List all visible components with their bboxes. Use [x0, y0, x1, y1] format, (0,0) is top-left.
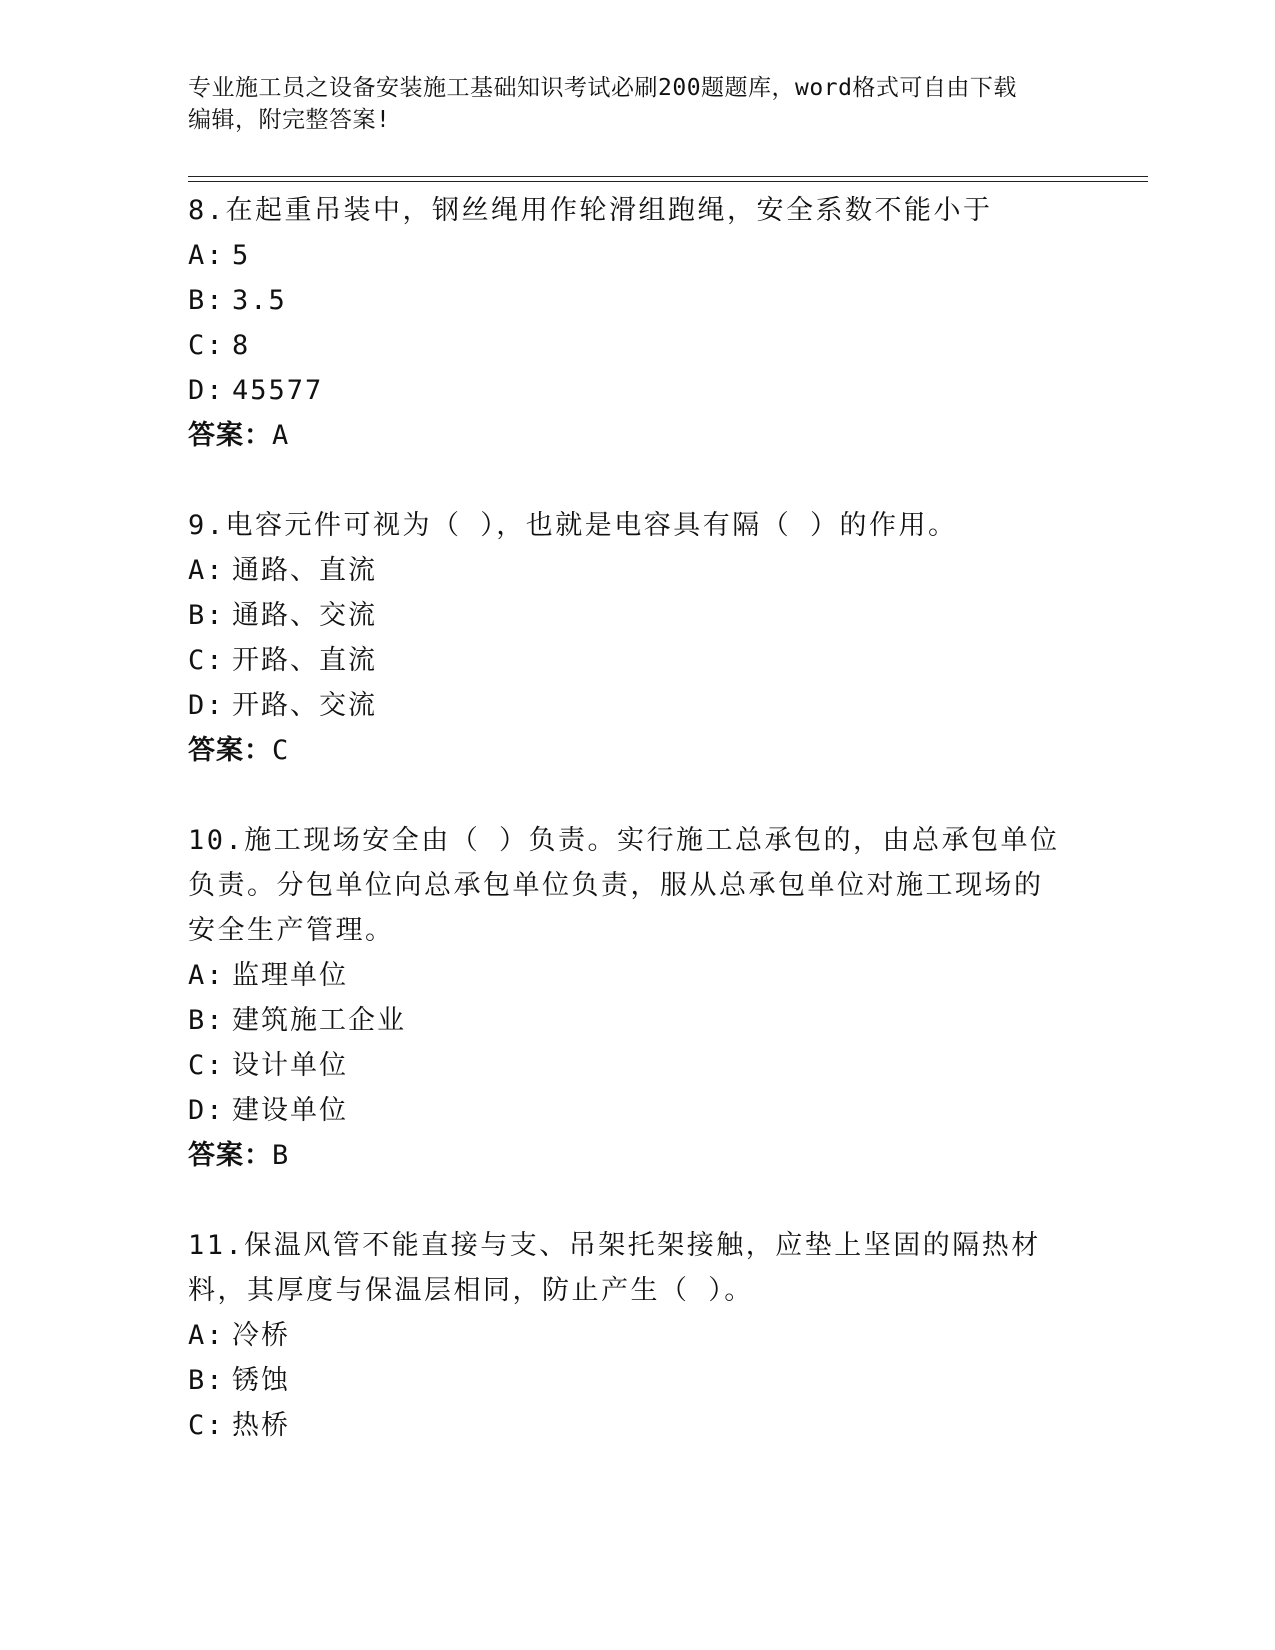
question-11	[188, 1223, 1068, 1448]
option-a	[188, 548, 1068, 593]
option-text: 8	[232, 330, 251, 361]
option-letter: B:	[188, 600, 225, 631]
option-letter: A:	[188, 960, 225, 991]
option-letter: A:	[188, 555, 225, 586]
option-b	[188, 1358, 1068, 1403]
answer-value: B	[272, 1140, 290, 1171]
option-letter: B:	[188, 1005, 225, 1036]
option-c	[188, 1403, 1068, 1448]
answer-label: 答案：	[188, 420, 272, 451]
answer-line	[188, 1133, 1068, 1178]
option-text: 45577	[232, 375, 324, 406]
option-text: 热桥	[232, 1410, 290, 1441]
option-d	[188, 1088, 1068, 1133]
option-text: 开路、交流	[232, 690, 377, 721]
option-letter: C:	[188, 1410, 225, 1441]
option-letter: C:	[188, 1050, 225, 1081]
option-letter: C:	[188, 645, 225, 676]
answer-label: 答案：	[188, 735, 272, 766]
option-a	[188, 953, 1068, 998]
question-9	[188, 503, 1068, 773]
option-text: 建设单位	[232, 1095, 348, 1126]
option-text: 建筑施工企业	[232, 1005, 406, 1036]
question-10	[188, 818, 1068, 1178]
question-text: 10.施工现场安全由（ ）负责。实行施工总承包的，由总承包单位负责。分包单位向总承包单位负责，服从总承包单位对施工现场的安全生产管理。	[188, 825, 1060, 946]
option-letter: C:	[188, 330, 225, 361]
answer-label: 答案：	[188, 1140, 272, 1171]
answer-line	[188, 413, 1068, 458]
answer-value: A	[272, 420, 290, 451]
option-text: 冷桥	[232, 1320, 290, 1351]
option-a	[188, 1313, 1068, 1358]
option-c	[188, 638, 1068, 683]
option-b	[188, 593, 1068, 638]
option-text: 开路、直流	[232, 645, 377, 676]
option-b	[188, 998, 1068, 1043]
option-letter: B:	[188, 1365, 225, 1396]
option-text: 锈蚀	[232, 1365, 290, 1396]
document-header	[188, 72, 1068, 136]
option-c	[188, 323, 1068, 368]
option-text: 3.5	[232, 285, 287, 316]
option-text: 通路、直流	[232, 555, 377, 586]
option-letter: D:	[188, 690, 225, 721]
option-letter: A:	[188, 1320, 225, 1351]
question-8	[188, 188, 1068, 458]
option-letter: B:	[188, 285, 225, 316]
question-text: 8.在起重吊装中，钢丝绳用作轮滑组跑绳，安全系数不能小于	[188, 195, 993, 226]
question-list	[188, 188, 1068, 1493]
option-letter: D:	[188, 375, 225, 406]
option-c	[188, 1043, 1068, 1088]
header-title-line2: 编辑，附完整答案!	[188, 107, 391, 133]
option-b	[188, 278, 1068, 323]
answer-line	[188, 728, 1068, 773]
question-text: 9.电容元件可视为（ ），也就是电容具有隔（ ）的作用。	[188, 510, 958, 541]
option-text: 设计单位	[232, 1050, 348, 1081]
header-title-line1: 专业施工员之设备安装施工基础知识考试必刷200题题库，word格式可自由下载	[188, 75, 1017, 101]
option-text: 通路、交流	[232, 600, 377, 631]
question-text: 11.保温风管不能直接与支、吊架托架接触，应垫上坚固的隔热材料，其厚度与保温层相同，防止产生（ ）。	[188, 1230, 1041, 1306]
answer-value: C	[272, 735, 290, 766]
option-letter: D:	[188, 1095, 225, 1126]
option-text: 5	[232, 240, 251, 271]
option-d	[188, 368, 1068, 413]
header-divider-bottom	[188, 181, 1148, 182]
header-divider-top	[188, 176, 1148, 177]
option-letter: A:	[188, 240, 225, 271]
option-d	[188, 683, 1068, 728]
option-a	[188, 233, 1068, 278]
option-text: 监理单位	[232, 960, 348, 991]
